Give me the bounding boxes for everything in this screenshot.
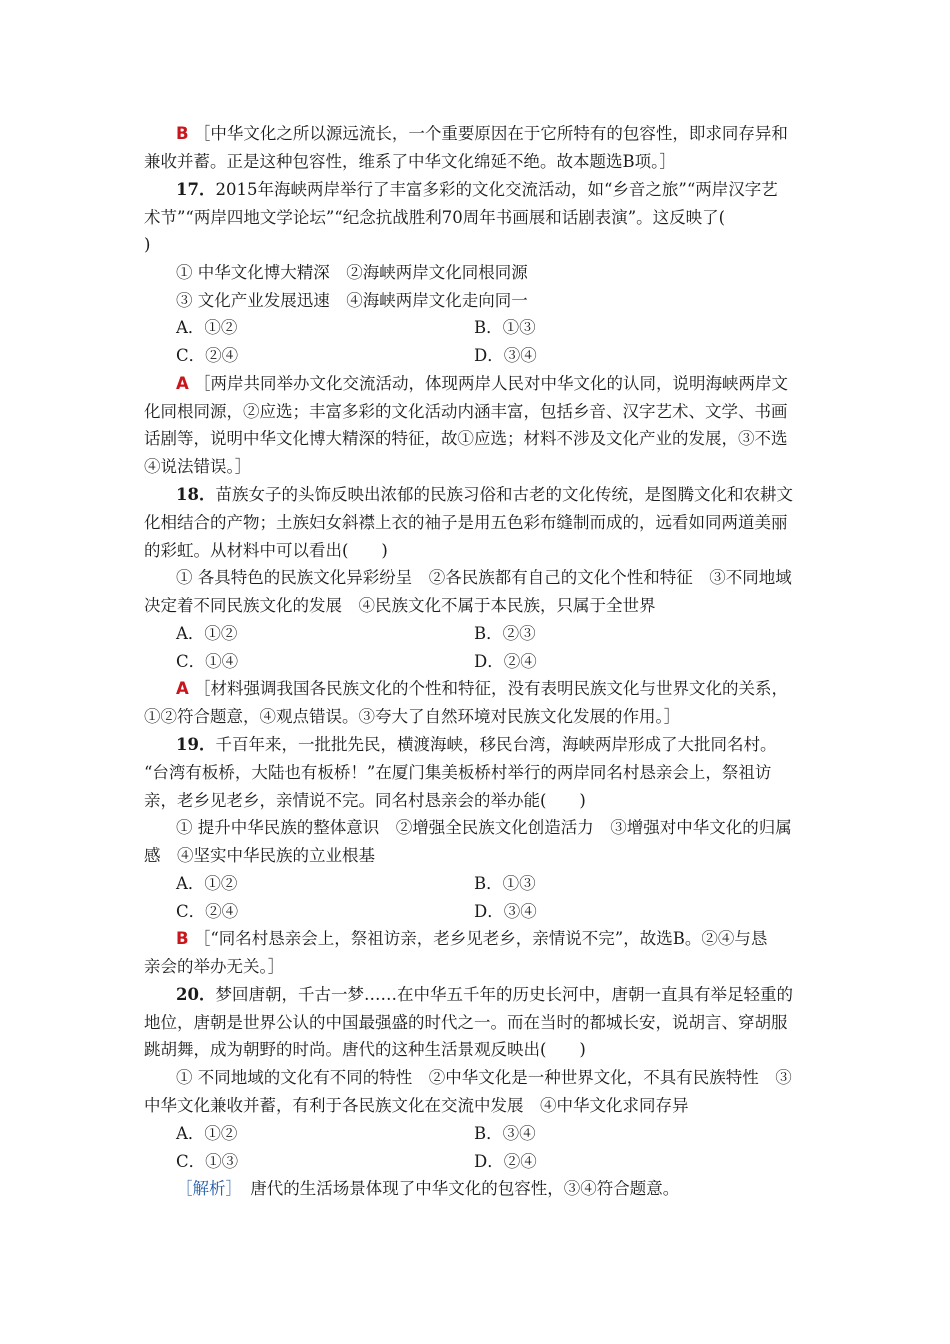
answer-16-line-1: B ［中华文化之所以源远流长，一个重要原因在于它所特有的包容性，即求同存异和 [176, 124, 788, 143]
question-19-statements-2: 感 ④坚实中华民族的立业根基 [144, 846, 375, 865]
question-17-statements-2: ③ 文化产业发展迅速 ④海峡两岸文化走向同一 [176, 291, 528, 310]
option-b: B．②③ [474, 624, 536, 643]
question-18-statements-2: 决定着不同民族文化的发展 ④民族文化不属于本民族，只属于全世界 [144, 596, 656, 615]
question-19-line-1: 19．千百年来，一批批先民，横渡海峡，移民台湾，海峡两岸形成了大批同名村。 [176, 735, 777, 754]
question-20-statements-2: 中华文化兼收并蓄，有利于各民族文化在交流中发展 ④中华文化求同存异 [144, 1096, 689, 1115]
question-18-statements-1: ① 各具特色的民族文化异彩纷呈 ②各民族都有自己的文化个性和特征 ③不同地域 [176, 568, 792, 587]
option-d: D．②④ [474, 1152, 537, 1171]
option-a: A．①② [176, 318, 238, 337]
question-17-statements-1: ① 中华文化博大精深 ②海峡两岸文化同根同源 [176, 263, 528, 282]
option-a: A．①② [176, 874, 238, 893]
option-d: D．③④ [474, 346, 537, 365]
option-a: A．①② [176, 624, 238, 643]
answer-letter: B [176, 124, 189, 143]
question-20-line-2: 地位，唐朝是世界公认的中国最强盛的时代之一。而在当时的都城长安，说胡言、穿胡服 [144, 1013, 788, 1032]
question-17-line-2: 术节”“两岸四地文学论坛”“纪念抗战胜利70周年书画展和话剧表演”。这反映了( [144, 208, 726, 227]
answer-19-line-2: 亲会的举办无关。］ [144, 957, 285, 976]
option-d: D．②④ [474, 652, 537, 671]
question-19-line-2: “台湾有板桥，大陆也有板桥！”在厦门集美板桥村举行的两岸同名村恳亲会上，祭祖访 [144, 763, 772, 782]
answer-17-line-2: 化同根同源，②应选；丰富多彩的文化活动内涵丰富，包括乡音、汉字艺术、文学、书画 [144, 402, 788, 421]
analysis-tag: ［解析］ [176, 1179, 234, 1198]
question-20-line-1: 20．梦回唐朝，千古一梦……在中华五千年的历史长河中，唐朝一直具有举足轻重的 [176, 985, 793, 1004]
question-19-statements-1: ① 提升中华民族的整体意识 ②增强全民族文化创造活力 ③增强对中华文化的归属 [176, 818, 792, 837]
question-18-line-2: 化相结合的产物；土族妇女斜襟上衣的袖子是用五色彩布缝制而成的，远看如同两道美丽 [144, 513, 788, 532]
question-19-line-3: 亲，老乡见老乡，亲情说不完。同名村恳亲会的举办能( ) [144, 791, 586, 810]
answer-18-line-1: A ［材料强调我国各民族文化的个性和特征，没有表明民族文化与世界文化的关系， [176, 679, 789, 698]
answer-19-line-1: B ［“同名村恳亲会上，祭祖访亲，老乡见老乡，亲情说不完”，故选B。②④与恳 [176, 929, 768, 948]
option-b: B．③④ [474, 1124, 536, 1143]
option-b: B．①③ [474, 318, 536, 337]
option-c: C．②④ [176, 346, 239, 365]
answer-letter: A [176, 374, 189, 393]
option-c: C．①③ [176, 1152, 239, 1171]
option-a: A．①② [176, 1124, 238, 1143]
question-18-line-3: 的彩虹。从材料中可以看出( ) [144, 541, 388, 560]
answer-letter: A [176, 679, 189, 698]
answer-17-line-4: ④说法错误。］ [144, 457, 252, 476]
analysis-20: ［解析］ 唐代的生活场景体现了中华文化的包容性，③④符合题意。 [176, 1179, 680, 1198]
question-20-line-3: 跳胡舞，成为朝野的时尚。唐代的这种生活景观反映出( ) [144, 1040, 586, 1059]
answer-17-line-1: A ［两岸共同举办文化交流活动，体现两岸人民对中华文化的认同，说明海峡两岸文 [176, 374, 789, 393]
question-20-statements-1: ① 不同地域的文化有不同的特性 ②中华文化是一种世界文化，不具有民族特性 ③ [176, 1068, 792, 1087]
question-18-line-1: 18．苗族女子的头饰反映出浓郁的民族习俗和古老的文化传统，是图腾文化和农耕文 [176, 485, 793, 504]
answer-17-line-3: 话剧等，说明中华文化博大精深的特征，故①应选；材料不涉及文化产业的发展，③不选 [144, 429, 788, 448]
answer-letter: B [176, 929, 189, 948]
answer-18-line-2: ①②符合题意，④观点错误。③夸大了自然环境对民族文化发展的作用。］ [144, 707, 681, 726]
answer-16-line-2: 兼收并蓄。正是这种包容性，维系了中华文化绵延不绝。故本题选B项。］ [144, 152, 676, 171]
question-17-line-1: 17．2015年海峡两岸举行了丰富多彩的文化交流活动，如“乡音之旅”“两岸汉字艺 [176, 180, 778, 199]
option-d: D．③④ [474, 902, 537, 921]
question-17-line-3: ) [144, 235, 151, 254]
option-c: C．①④ [176, 652, 239, 671]
option-c: C．②④ [176, 902, 239, 921]
option-b: B．①③ [474, 874, 536, 893]
